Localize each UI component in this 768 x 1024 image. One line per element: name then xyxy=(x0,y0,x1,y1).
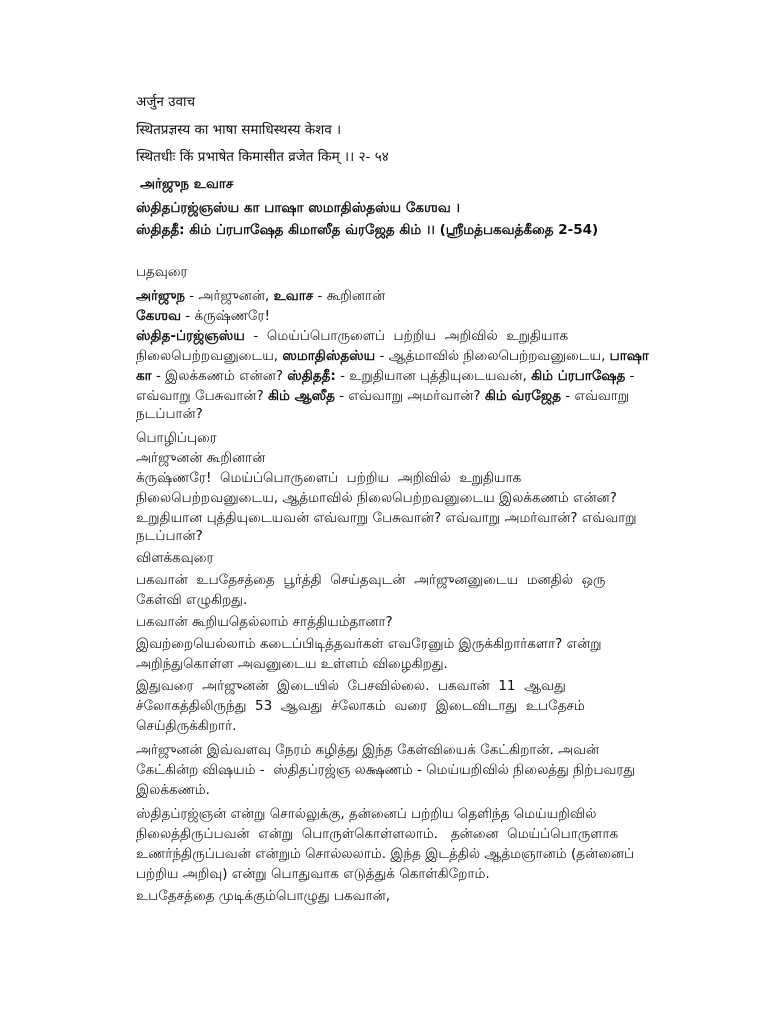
padavurai-line-5: கா - இலக்கணம் என்ன? ஸ்திததீ: - உறுதியான புத்தியுடையவன், கிம் ப்ரபாஷேத - xyxy=(136,368,635,384)
pozhippurai-line-5: நடப்பான்? xyxy=(136,528,203,544)
vilakkavurai-para6-line1: ஸ்திதப்ரஜ்ஞன் என்று சொல்லுக்கு, தன்னைப் பற்றிய தெளிந்த மெய்யறிவில் xyxy=(136,806,597,822)
vilakkavurai-para2: பகவான் கூறியதெல்லாம் சாத்தியம்தானா? xyxy=(136,614,393,630)
verse-sanskrit-line-1: स्थितप्रज्ञस्य का भाषा समाधिस्थस्य केशव । xyxy=(136,122,342,138)
vilakkavurai-para6-line2: நிலைத்திருப்பவன் என்று பொருள்கொள்ளலாம். தன்னை மெய்ப்பொருளாக xyxy=(136,826,619,842)
pozhippurai-line-1: அர்ஜுனன் கூறினான் xyxy=(136,450,266,466)
verse-tamil-line-1: ஸ்திதப்ரஜ்ஞஸ்ய கா பாஷா ஸமாதிஸ்தஸ்ய கேஶவ । xyxy=(136,200,460,216)
verse-tamil-heading: அர்ஜுந உவாச xyxy=(140,176,234,192)
vilakkavurai-para4-line3: செய்திருக்கிறார். xyxy=(136,718,237,734)
vilakkavurai-heading: விளக்கவுரை xyxy=(136,550,214,566)
pozhippurai-line-4: உறுதியான புத்தியுடையவன் எவ்வாறு பேசுவான்? எவ்வாறு அமர்வான்? எவ்வாறு xyxy=(136,510,637,526)
verse-sanskrit-heading: अर्जुन उवाच xyxy=(136,94,196,110)
padavurai-line-3: ஸ்தித-ப்ரஜ்ஞஸ்ய - மெய்ப்பொருளைப் பற்றிய அறிவில் உறுதியாக xyxy=(136,328,569,344)
vilakkavurai-para1-line2: கேள்வி எழுகிறது. xyxy=(136,592,248,608)
vilakkavurai-para1-line1: பகவான் உபதேசத்தை பூர்த்தி செய்தவுடன் அர்ஜுனனுடைய மனதில் ஒரு xyxy=(136,572,606,588)
padavurai-line-6: எவ்வாறு பேசுவான்? கிம் ஆஸீத - எவ்வாறு அமர்வான்? கிம் வ்ரஜேத - எவ்வாறு xyxy=(136,388,630,404)
pozhippurai-line-3: நிலைபெற்றவனுடைய, ஆத்மாவில் நிலைபெற்றவனுடைய இலக்கணம் என்ன? xyxy=(136,490,617,506)
vilakkavurai-para3-line2: அறிந்துகொள்ள அவனுடைய உள்ளம் விழைகிறது. xyxy=(136,656,448,672)
vilakkavurai-para4-line2: ச்லோகத்திலிருந்து 53 ஆவது ச்லோகம் வரை இடைவிடாது உபதேசம் xyxy=(136,698,585,714)
verse-tamil-line-2: ஸ்திததீ: கிம் ப்ரபாஷேத கிமாஸீத வ்ரஜேத கிம் ।। (ஸ்ரீமத்பகவத்கீதை 2-54) xyxy=(136,222,599,238)
padavurai-line-4: நிலைபெற்றவனுடைய, ஸமாதிஸ்தஸ்ய - ஆத்மாவில் நிலைபெற்றவனுடைய, பாஷா xyxy=(136,348,649,364)
padavurai-line-2: கேஶவ - க்ருஷ்ணரே! xyxy=(136,308,270,324)
padavurai-line-7: நடப்பான்? xyxy=(136,406,203,422)
vilakkavurai-para5-line1: அர்ஜுனன் இவ்வளவு நேரம் கழித்து இந்த கேள்வியைக் கேட்கிறான். அவன் xyxy=(136,742,600,758)
verse-sanskrit-line-2: स्थितधीः किं प्रभाषेत किमासीत व्रजेत किम् ।। २- ५४ xyxy=(136,149,389,165)
pozhippurai-line-2: க்ருஷ்ணரே! மெய்ப்பொருளைப் பற்றிய அறிவில் உறுதியாக xyxy=(136,470,522,486)
vilakkavurai-para6-line3: உணர்ந்திருப்பவன் என்றும் சொல்லலாம். இந்த இடத்தில் ஆத்மஞானம் (தன்னைப் xyxy=(136,846,635,862)
vilakkavurai-para6-line4: பற்றிய அறிவு) என்று பொதுவாக எடுத்துக் கொள்கிறோம். xyxy=(136,866,490,882)
padavurai-heading: பதவுரை xyxy=(136,264,188,280)
vilakkavurai-para5-line2: கேட்கின்ற விஷயம் - ஸ்திதப்ரஜ்ஞ லக்ஷணம் - மெய்யறிவில் நிலைத்து நிற்பவரது xyxy=(136,762,636,778)
pozhippurai-heading: பொழிப்புரை xyxy=(136,430,217,446)
padavurai-line-1: அர்ஜுந - அர்ஜுனன், உவாச - கூறினான் xyxy=(136,288,386,304)
vilakkavurai-para5-line3: இலக்கணம். xyxy=(136,782,210,798)
vilakkavurai-para4-line1: இதுவரை அர்ஜுனன் இடையில் பேசவில்லை. பகவான் 11 ஆவது xyxy=(136,678,566,694)
vilakkavurai-para3-line1: இவற்றையெல்லாம் கடைப்பிடித்தவர்கள் எவரேனும் இருக்கிறார்களா? என்று xyxy=(136,636,602,652)
vilakkavurai-para7: உபதேசத்தை முடிக்கும்பொழுது பகவான், xyxy=(136,888,391,904)
